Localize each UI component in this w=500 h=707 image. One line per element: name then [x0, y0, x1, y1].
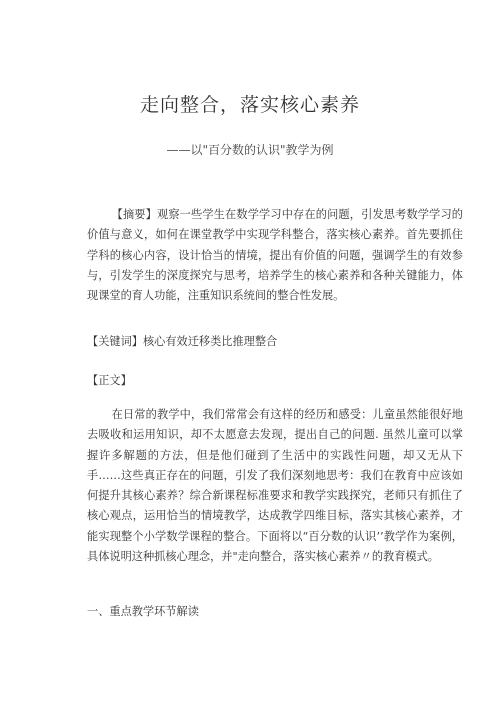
body-heading: 【正文】 — [87, 374, 132, 387]
document-title: 走向整合，落实核心素养 — [139, 94, 360, 116]
keywords-line: 【关键词】核心有效迁移类比推理整合 — [87, 335, 278, 348]
section-heading: 一、重点教学环节解读 — [87, 605, 199, 618]
body-paragraph: 在日常的教学中，我们常常会有这样的经历和感受：儿童虽然能很好地去吸收和运用知识，却不太愿意去发现，提出自己的问题. 虽然儿童可以掌握许多解题的方法，但是他们碰到了生活中的实践性问题，却又无从下手……这些真正存在的问题，引发了我们深刻地思考：我们在教育中应该如何提升其核心素养？综合新课程标准要求和教学实践探究，老师只有抓住了核心观点，运用恰当的情境教学，达成教学四维目标，落实其核心素养，才能实现整个小学数学课程的整合。下面将以“百分数的认识’’教学作为案例，具体说明这种抓核心理念，并"走向整合，落实核心素养〃的教育模式。 — [87, 408, 463, 564]
document-subtitle: ——以"百分数的认识"教学为例 — [166, 143, 334, 157]
abstract-paragraph: 【摘要】观察一些学生在数学学习中存在的问题，引发思考数学学习的价值与意义，如何在课堂教学中实现学科整合，落实核心素养。首先要抓住学科的核心内容，设计恰当的情境，提出有价值的问题，强调学生的有效参与，引发学生的深度探究与思考，培养学生的核心素养和各种关键能力，体现课堂的育人功能，注重知识系统间的整合性发展。 — [87, 208, 463, 303]
